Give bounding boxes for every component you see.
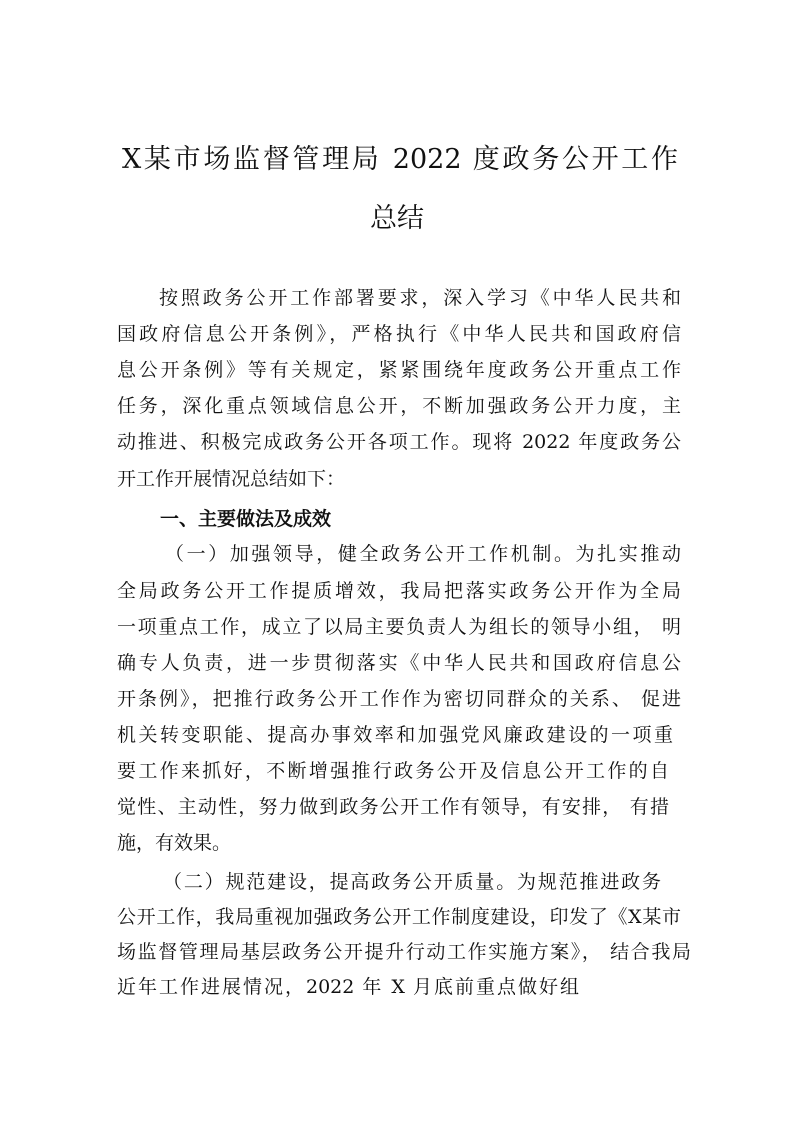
sub2-line: （二）规范建设，提高政务公开质量。为规范推进政务 (163, 871, 661, 893)
intro-line: 任务，深化重点领域信息公开，不断加强政务公开力度，主 (117, 395, 681, 417)
sub1-line: 一项重点工作，成立了以局主要负责人为组长的领导小组， 明 (117, 616, 681, 638)
sub1-line: 机关转变职能、提高办事效率和加强党风廉政建设的一项重 (117, 724, 673, 746)
section-heading: 一、主要做法及成效 (160, 508, 332, 530)
sub2-line: 场监督管理局基层政务公开提升行动工作实施方案》， 结合我局 (117, 941, 691, 963)
sub1-line: 觉性、主动性，努力做到政务公开工作有领导，有安排， 有措 (117, 796, 669, 818)
intro-line: 息公开条例》等有关规定，紧紧围绕年度政务公开重点工作 (117, 359, 681, 381)
sub1-line: 全局政务公开工作提质增效，我局把落实政务公开作为全局 (117, 580, 681, 602)
intro-line: 动推进、积极完成政务公开各项工作。现将 2022 年度政务公 (117, 431, 681, 453)
intro-line: 国政府信息公开条例》，严格执行《中华人民共和国政府信 (117, 323, 681, 345)
sub1-line: 确专人负责，进一步贯彻落实《中华人民共和国政府信息公 (117, 652, 681, 674)
intro-line: 按照政务公开工作部署要求，深入学习《中华人民共和 (159, 287, 681, 309)
document-title: X某市场监督管理局 2022 度政务公开工作 (122, 144, 678, 175)
sub1-line: 开条例》，把推行政务公开工作作为密切同群众的关系、 促进 (117, 688, 681, 710)
sub1-line: （一）加强领导，健全政务公开工作机制。为扎实推动 (165, 543, 681, 565)
sub1-line: 要工作来抓好，不断增强推行政务公开及信息公开工作的自 (117, 760, 669, 782)
sub2-line: 公开工作，我局重视加强政务公开工作制度建设，印发了《X某市 (117, 906, 681, 928)
intro-line: 开工作开展情况总结如下： (117, 468, 346, 490)
sub1-line: 施，有效果。 (117, 832, 232, 854)
document-title-line2: 总结 (370, 203, 424, 234)
sub2-line: 近年工作进展情况，2022 年 X 月底前重点做好组 (117, 976, 579, 998)
